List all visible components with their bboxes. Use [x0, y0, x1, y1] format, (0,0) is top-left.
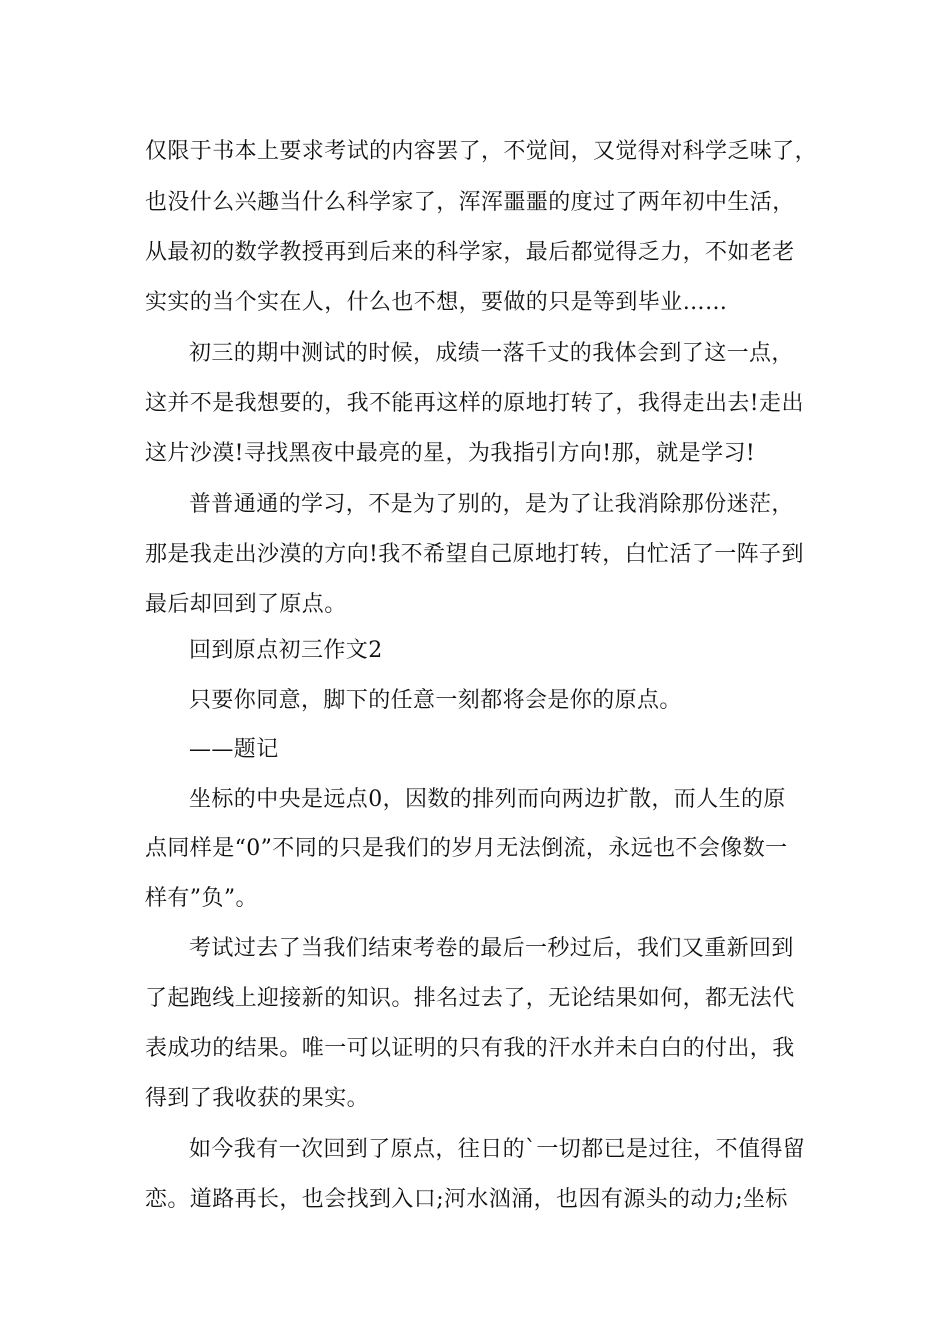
text-line: 点同样是“0”不同的只是我们的岁月无法倒流，永远也不会像数一 — [145, 836, 788, 861]
epigraph-note: ——题记 — [189, 737, 279, 762]
text-line: 也没什么兴趣当什么科学家了，浑浑噩噩的度过了两年初中生活， — [145, 190, 795, 215]
text-line: 表成功的结果。唯一可以证明的只有我的汗水并未白白的付出，我 — [145, 1036, 795, 1061]
paragraph-start: 普普通通的学习，不是为了别的，是为了让我消除那份迷茫， — [189, 492, 794, 517]
paragraph-start: 坐标的中央是远点0，因数的排列而向两边扩散，而人生的原 — [189, 787, 786, 812]
article-title: 回到原点初三作文2 — [189, 638, 383, 663]
text-line: 样有”负”。 — [145, 886, 258, 911]
text-line: 最后却回到了原点。 — [145, 592, 347, 617]
text-line: 这片沙漠!寻找黑夜中最亮的星，为我指引方向!那，就是学习! — [145, 441, 756, 466]
text-line: 恋。道路再长，也会找到入口;河水汹涌，也因有源头的动力;坐标 — [145, 1187, 788, 1212]
text-line: 从最初的数学教授再到后来的科学家，最后都觉得乏力，不如老老 — [145, 240, 795, 265]
text-line: 仅限于书本上要求考试的内容罢了，不觉间，又觉得对科学乏味了， — [145, 139, 818, 164]
text-line: 得到了我收获的果实。 — [145, 1086, 370, 1111]
text-line: 这并不是我想要的，我不能再这样的原地打转了，我得走出去!走出 — [145, 391, 804, 416]
text-line: 那是我走出沙漠的方向!我不希望自己原地打转，白忙活了一阵子到 — [145, 542, 804, 567]
text-line: 了起跑线上迎接新的知识。排名过去了，无论结果如何，都无法代 — [145, 986, 795, 1011]
text-line: 实实的当个实在人，什么也不想，要做的只是等到毕业…… — [145, 290, 728, 315]
paragraph-start: 考试过去了当我们结束考卷的最后一秒过后，我们又重新回到 — [189, 936, 794, 961]
paragraph-start: 如今我有一次回到了原点，往日的`一切都已是过往，不值得留 — [189, 1137, 806, 1162]
paragraph-start: 只要你同意，脚下的任意一刻都将会是你的原点。 — [189, 688, 682, 713]
paragraph-start: 初三的期中测试的时候，成绩一落千丈的我体会到了这一点， — [189, 341, 794, 366]
